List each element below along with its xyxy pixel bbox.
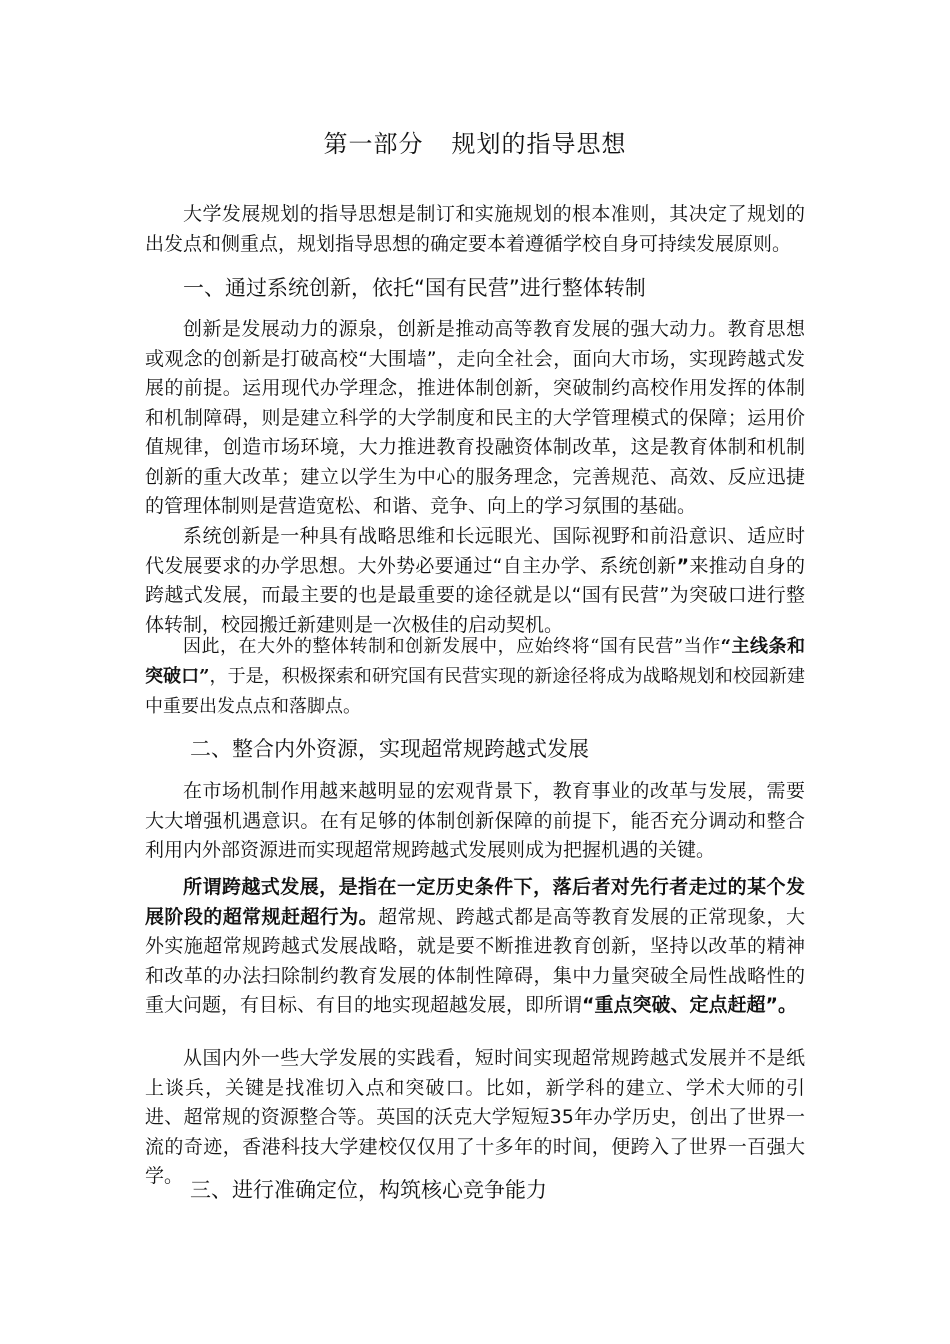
section2-p2-text: 超常规、跨越式都是高等教育发展的正常现象，大外实施超常规跨越式发展战略，就是要不断推进教育创新，坚持以改革的精神和改革的办法扫除制约教育发展的体制性障碍，集中力量突破全局性战略性的重大问题，有目标、有目的地实现超越发展，即所谓 [145,905,805,1016]
section1-paragraph-2 [145,522,805,640]
section1-p3-text-a: 因此，在大外的整体转制和创新发展中，应始终将“国有民营”当作 [183,636,721,657]
section1-p3-bold: “主线条和突破口” [145,636,805,687]
section2-heading: 二、整合内外资源，实现超常规跨越式发展 [190,737,589,761]
section1-p2-text-a: 系统创新是一种具有战略思维和长远眼光、国际视野和前沿意识、适应时代发展要求的办学思想。大外势必要通过“自主办学、系统创新 [145,525,805,577]
section1-heading: 一、通过系统创新，依托“国有民营”进行整体转制 [183,276,646,300]
section1-p3-text-b: ，于是，积极探索和研究国有民营实现的新途径将成为战略规划和校园新建中重要出发点点和落脚点。 [145,666,806,717]
section1-p2-bold-quote: ” [676,554,690,577]
section2-paragraph-2 [145,873,805,1021]
section3-heading: 三、进行准确定位，构筑核心竞争能力 [190,1178,547,1202]
section2-paragraph-1: 在市场机制作用越来越明显的宏观背景下，教育事业的改革与发展，需要大大增强机遇意识。在有足够的体制创新保障的前提下，能否充分调动和整合利用内外部资源进而实现超常规跨越式发展则成为把握机遇的关键。 [145,780,805,861]
title-main: 规划的指导思想 [451,130,627,158]
section1-paragraph-1: 创新是发展动力的源泉，创新是推动高等教育发展的强大动力。教育思想或观念的创新是打破高校“大围墙”，走向全社会，面向大市场，实现跨越式发展的前提。运用现代办学理念，推进体制创新，突破制约高校作用发挥的体制和机制障碍，则是建立科学的大学制度和民主的大学管理模式的保障；运用价值规律，创造市场环境，大力推进教育投融资体制改革，这是教育体制和机制创新的重大改革；建立以学生为中心的服务理念，完善规范、高效、反应迅捷的管理体制则是营造宽松、和谐、竞争、向上的学习氛围的基础。 [145,318,805,517]
section2-p2-bold-end: “重点突破、定点赶超”。 [582,994,797,1016]
section2-p2-bold: 所谓跨越式发展，是指在一定历史条件下，落后者对先行者走过的某个发展阶段的超常规赶超行为。 [145,876,805,928]
title-part: 第一部分 [323,130,424,158]
section2-paragraph-3: 从国内外一些大学发展的实践看，短时间实现超常规跨越式发展并不是纸上谈兵，关键是找准切入点和突破口。比如，新学科的建立、学术大师的引进、超常规的资源整合等。英国的沃克大学短短35年办学历史，创出了世界一流的奇迹，香港科技大学建校仅仅用了十多年的时间，便跨入了世界一百强大学。 [145,1047,805,1187]
section1-paragraph-3 [145,632,805,722]
intro-paragraph: 大学发展规划的指导思想是制订和实施规划的根本准则，其决定了规划的出发点和侧重点，规划指导思想的确定要本着遵循学校自身可持续发展原则。 [145,203,805,255]
section1-p2-text-b: 来推动自身的跨越式发展，而最主要的也是最重要的途径就是以“国有民营”为突破口进行整体转制，校园搬迁新建则是一次极佳的启动契机。 [145,554,805,636]
page-title [0,128,950,160]
